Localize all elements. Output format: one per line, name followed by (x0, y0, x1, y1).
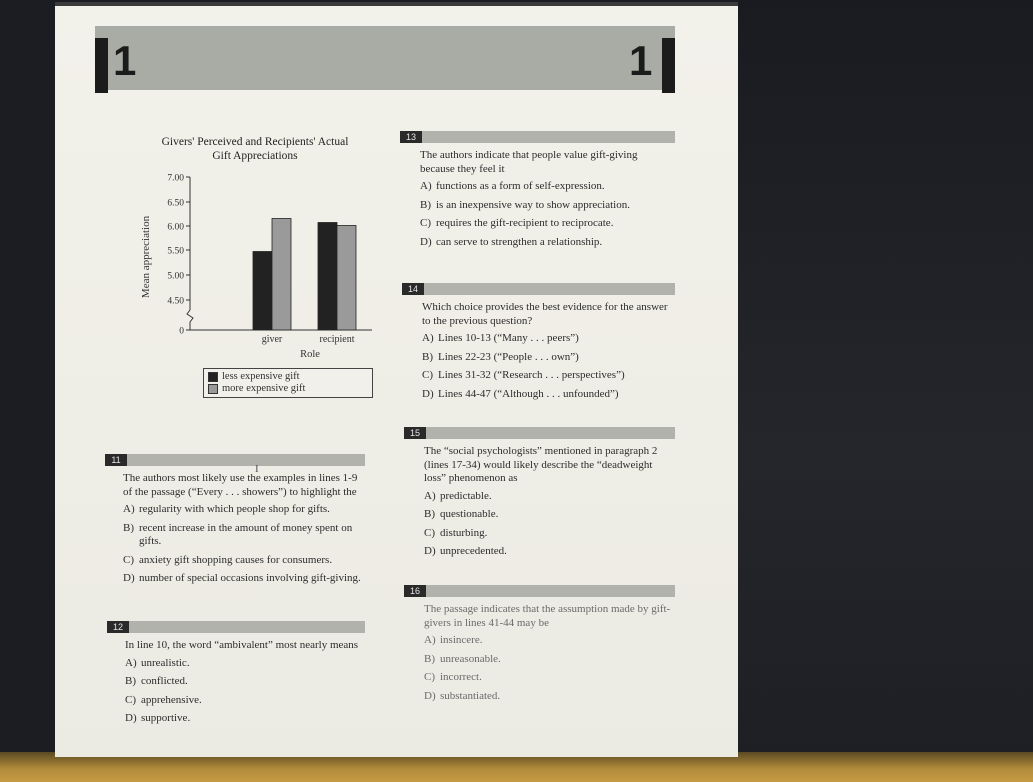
bar-chart (135, 162, 385, 362)
y-tick-label: 6.50 (167, 198, 184, 209)
legend-swatch-less (208, 372, 218, 382)
choice-letter: B) (125, 675, 136, 687)
question-11 (105, 454, 365, 591)
choice-text: insincere. (440, 634, 483, 646)
choice-letter: C) (424, 526, 435, 539)
choice-text: Lines 10-13 (“Many . . . peers”) (438, 332, 579, 344)
bar (337, 226, 356, 331)
choice-text: Lines 22-23 (“People . . . own”) (438, 350, 579, 363)
question-bar (404, 585, 675, 597)
legend-item-more-expensive (208, 383, 368, 395)
legend-swatch-more (208, 384, 218, 394)
choice-text: disturbing. (440, 526, 488, 539)
choice-text: unprecedented. (440, 545, 507, 557)
legend-label-less: less expensive gift (222, 371, 300, 382)
top-rule (55, 2, 738, 6)
choice-c[interactable] (422, 369, 675, 383)
y-axis-title: Mean appreciation (140, 215, 152, 299)
choice-text: functions as a form of self-expression. (436, 180, 605, 192)
choice-letter: A) (424, 634, 436, 646)
question-stem: Which choice provides the best evidence for the answer to the previous question? (422, 301, 668, 327)
y-tick-label: 5.00 (167, 271, 184, 282)
legend-item-less-expensive (208, 371, 368, 383)
question-stem: The passage indicates that the assumption made by gift-givers in lines 41-44 may be (424, 603, 671, 629)
choice-letter: C) (420, 217, 431, 229)
question-stem: In line 10, the word “ambivalent” most nearly means (125, 639, 359, 651)
section-header-right-bar (662, 38, 675, 93)
y-tick-label: 7.00 (167, 173, 184, 184)
y-tick-label: 5.50 (167, 246, 184, 257)
choice-a[interactable] (422, 332, 675, 346)
choice-text: number of special occasions involving gift-giving. (139, 572, 361, 584)
x-tick-label: recipient (319, 334, 355, 345)
choice-letter: B) (422, 350, 433, 363)
y-tick-label: 6.00 (167, 222, 184, 233)
choice-letter: A) (123, 503, 135, 515)
choice-d[interactable] (123, 572, 365, 586)
question-stem: The authors indicate that people value gift-giving because they feel it (420, 149, 638, 175)
choice-letter: A) (424, 489, 436, 502)
choice-d[interactable] (422, 388, 675, 402)
choice-letter: B) (420, 198, 431, 211)
choices-list (422, 332, 675, 401)
chart-legend (203, 368, 373, 398)
choice-b[interactable] (424, 508, 675, 522)
choice-letter: C) (422, 369, 433, 381)
choice-letter: D) (420, 235, 432, 248)
question-13 (400, 131, 675, 254)
choice-text: questionable. (440, 508, 499, 520)
legend-label-more: more expensive gift (222, 383, 306, 394)
y-tick-label: 0 (179, 326, 184, 337)
question-14 (402, 283, 675, 406)
choice-c[interactable] (424, 527, 675, 541)
bar (253, 252, 272, 331)
choice-b[interactable] (123, 522, 365, 549)
text-cursor-icon: I (255, 463, 259, 475)
choice-letter: A) (125, 656, 137, 669)
choices-list (125, 657, 365, 726)
choice-text: anxiety gift shopping causes for consumers. (139, 553, 333, 566)
choice-d[interactable] (420, 236, 675, 250)
choice-letter: D) (424, 689, 436, 702)
question-number: 15 (404, 427, 426, 439)
choice-text: substantiated. (440, 689, 501, 702)
choices-list (424, 490, 675, 559)
choice-d[interactable] (125, 712, 365, 726)
section-number-left: 1 (113, 37, 137, 84)
choice-text: Lines 44-47 (“Although . . . unfounded”) (438, 387, 619, 400)
choice-letter: C) (424, 671, 435, 683)
question-15 (404, 427, 675, 564)
choice-d[interactable] (424, 545, 675, 559)
question-16 (404, 585, 675, 708)
choice-c[interactable] (123, 554, 365, 568)
section-number-right: 1 (629, 37, 653, 84)
choice-letter: C) (123, 553, 134, 566)
choice-letter: D) (123, 572, 135, 584)
monitor-bezel-right (738, 0, 1033, 760)
section-header-band (95, 26, 675, 90)
choice-letter: D) (125, 712, 137, 724)
question-bar (400, 131, 675, 143)
choice-a[interactable] (123, 503, 365, 517)
x-axis-title: Role (300, 349, 320, 360)
choice-text: requires the gift-recipient to reciprocate. (436, 217, 614, 229)
choice-text: conflicted. (141, 675, 188, 687)
choice-text: is an inexpensive way to show appreciation. (436, 198, 630, 211)
choice-text: Lines 31-32 (“Research . . . perspectives”) (438, 369, 625, 381)
choice-text: regularity with which people shop for gifts. (139, 503, 330, 515)
test-page (55, 2, 738, 757)
x-tick-label: giver (261, 334, 283, 345)
question-number: 16 (404, 585, 426, 597)
choices-list (123, 503, 365, 586)
choice-text: supportive. (141, 712, 191, 724)
question-stem: The “social psychologists” mentioned in paragraph 2 (lines 17-34) would likely describe the “deadweight loss” phenomenon as (424, 445, 658, 484)
choice-text: can serve to strengthen a relationship. (436, 235, 603, 248)
chart-title: Givers' Perceived and Recipients' Actual Gift Appreciations (161, 136, 349, 162)
choice-a[interactable] (125, 657, 365, 671)
choice-text: apprehensive. (141, 693, 202, 706)
question-bar (404, 427, 675, 439)
question-number: 12 (107, 621, 129, 633)
choice-c[interactable] (125, 694, 365, 708)
choice-c[interactable] (420, 217, 675, 231)
axis-break (187, 310, 193, 330)
question-number: 13 (400, 131, 422, 143)
choice-d[interactable] (424, 690, 675, 704)
choice-text: unreasonable. (440, 652, 501, 665)
choice-letter: A) (420, 180, 432, 192)
choice-b[interactable] (422, 351, 675, 365)
bar (272, 219, 291, 331)
choice-letter: D) (424, 545, 436, 557)
choice-b[interactable] (420, 199, 675, 213)
choice-b[interactable] (424, 653, 675, 667)
choice-letter: C) (125, 693, 136, 706)
choice-letter: B) (123, 521, 134, 534)
question-number: 11 (105, 454, 127, 466)
question-bar (105, 454, 365, 466)
question-stem: The authors most likely use the examples in lines 1-9 of the passage (“Every . . . showers”) to highlight the (123, 472, 358, 498)
question-12 (107, 621, 365, 731)
choice-a[interactable] (420, 180, 675, 194)
choice-text: incorrect. (440, 671, 482, 683)
choice-letter: A) (422, 332, 434, 344)
bar (318, 223, 337, 331)
choices-list (424, 634, 675, 703)
choices-list (420, 180, 675, 249)
choice-b[interactable] (125, 675, 365, 689)
choice-text: recent increase in the amount of money spent on gifts. (139, 521, 353, 547)
choice-text: predictable. (440, 489, 492, 502)
choice-a[interactable] (424, 490, 675, 504)
y-tick-label: 4.50 (167, 296, 184, 307)
choice-a[interactable] (424, 634, 675, 648)
question-bar (107, 621, 365, 633)
choice-text: unrealistic. (141, 656, 190, 669)
choice-c[interactable] (424, 671, 675, 685)
question-number: 14 (402, 283, 424, 295)
choice-letter: D) (422, 387, 434, 400)
choice-letter: B) (424, 508, 435, 520)
choice-letter: B) (424, 652, 435, 665)
section-header-left-bar (95, 38, 108, 93)
question-bar (402, 283, 675, 295)
